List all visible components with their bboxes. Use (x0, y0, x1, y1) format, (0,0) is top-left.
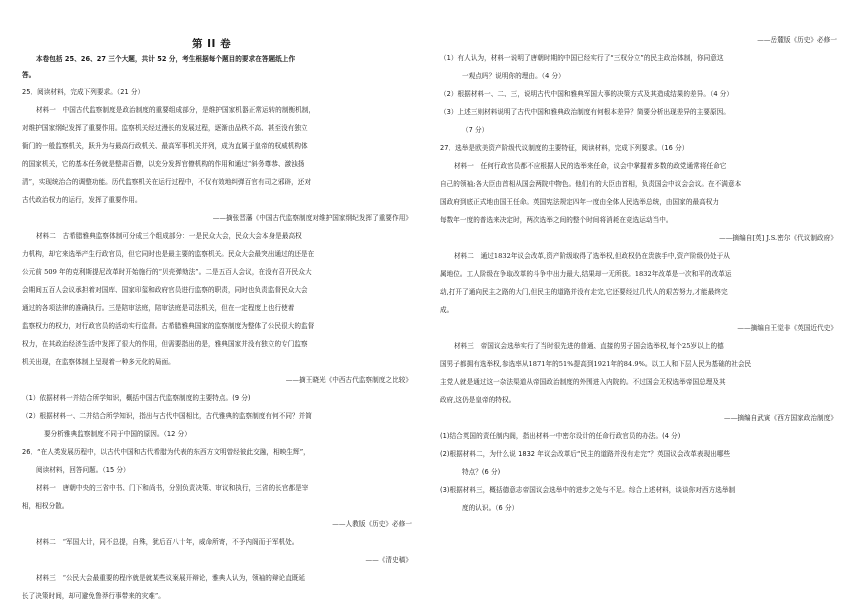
q26-header-cont: 阅读材料，回答问题。（15 分） (36, 466, 130, 474)
q27-material3-source: ——摘编自武寅《西方国家政治制度》 (724, 414, 837, 422)
q27-material1-line: 国政府到底正式地由国王任命。英国宪法规定四年一度由全体人民选举总统，由国家的最高权力 (440, 198, 720, 206)
q27-material3-line: 主党人就是通过这一杂法渠道从帝国政治制度的外围进入内院的。不过国会无权选举帝国总理及其 (440, 378, 726, 386)
q27-material1-source: ——摘编自[英] J.S.密尔《代议制政府》 (719, 234, 837, 242)
q25-material1-line: 对维护国家纲纪发挥了重要作用。监察机关经过漫长的发展过程，逐渐由品秩不高、甚至没有独立 (22, 124, 308, 132)
q26-subquestion-1: （1）有人认为，材料一说明了唐朝时期的中国已经实行了“三权分立”的民主政治体制，你同意这 (440, 54, 724, 62)
q26-subquestion-2: （2）根据材料一、二、三，说明古代中国和雅典军国大事的决策方式及其造成结果的差异。（4 分） (440, 90, 734, 98)
q27-material3-line: 材料三 帝国议会选举实行了当时很先进的普通、直接的男子国会选举权,每个25岁以上的德 (454, 342, 724, 350)
q27-material2-line: 属地位。工人阶级在争取改革的斗争中出力最大,结果却一无所获。1832年改革是一次和平的改革运 (440, 270, 732, 278)
q26-material1-cont: 相，相权分散。 (22, 502, 69, 510)
q27-header: 27．选举是欧美资产阶级代议制度的主要特征，阅读材料，完成下列要求。（16 分） (440, 144, 689, 152)
q27-material1-line: 每数年一度的普选来决定时，两次选举之间的整个时间将消耗在竞选运动当中。 (440, 216, 673, 224)
q26-subquestion-3-cont: （7 分） (462, 126, 489, 134)
q26-material2: 材料二 “军国大计，同不总提，自殊，犹后百八十年，威命所寄，不予内阁而于军机处。 (36, 538, 299, 546)
q26-material3: 材料三 “公民大会最重要的程序就是就某些议案展开辩论，雅典人认为，领袖的辩论直既延 (36, 574, 306, 582)
q27-subquestion-1: (1)结合英国的责任制内阁，指出材料一中密尔设计的任命行政官员的办法。(4 分) (440, 432, 681, 440)
q27-material2-line: 动,打开了通向民主之路的大门,但民主的道路并没有走完,它还要经过几代人的艰苦努力,才能最终完 (440, 288, 728, 296)
q25-material2-line: 力机构，却它来选举产生行政官员，但它同时也是最主要的监察机关。民众大会最突出通过的还是在 (22, 250, 315, 258)
q27-subquestion-2: (2)根据材料二，为什么说 1832 年议会改革后“民主的道路并没有走完”？英国议会改革表现出哪些 (440, 450, 731, 458)
q25-material2-line: 材料二 古希腊雅典监察体制可分成三个组成部分：一是民众大会，民众大会本身是最高权 (36, 232, 302, 240)
q26-subquestion-1-cont: 一观点吗？说明你的理由。（4 分） (462, 72, 565, 80)
q27-material2-line: 材料二 通过1832年议会改革,资产阶级取得了选举权,但政权仍在贵族手中,资产阶级仍处于从 (454, 252, 730, 260)
q25-subquestion-2-cont: 要分析雅典监察制度不同于中国的原因。（12 分） (44, 430, 191, 438)
q26-header: 26．“在人类发展历程中，以古代中国和古代希腊为代表的东西方文明曾经彼此交融，相映生辉”， (22, 448, 310, 456)
section-title: 第 II 卷 (192, 38, 232, 50)
q25-subquestion-2: （2）根据材料一、二并结合所学知识，指出与古代中国相比，古代雅典的监察制度有何不同？并简 (22, 412, 312, 420)
section-intro: 本卷包括 25、26、27 三个大题，共计 52 分，考生根据每个题目的要求在答题纸上作 (36, 55, 296, 63)
q25-material1-line: 的国家机关，它的基本任务就是整肃百僚，以充分发挥官僚机构的作用和通过“斜务尊恭、激浊扬 (22, 160, 305, 168)
q25-material2-line: 权力，在其政治经济生活中发挥了很大的作用，但需要指出的是，雅典国家并没有独立的专门监察 (22, 340, 308, 348)
q27-material2-source: ——摘编自王觉非《英国近代史》 (737, 324, 837, 332)
q26-material3-cont: 长了决策时间，却可避免鲁莽行事带来的灾难”。 (22, 592, 165, 600)
q25-material2-line: 监察权力的权力，对行政官员的活动实行监督。古希腊雅典国家的监察制度为整体了公民很大的监督 (22, 322, 315, 330)
q25-material2-line: 通过的各项法律的准确执行。三是陪审法庭，陪审法庭是司法机关，但在一定程度上也行使着 (22, 304, 295, 312)
q27-material3-line: 政府,这仍是皇帝的特权。 (440, 396, 516, 404)
q27-subquestion-2-cont: 特点？(6 分) (462, 468, 501, 476)
q26-material1: 材料一 唐朝中央的三省中书、门下和尚书，分别负责决策、审议和执行，三省的长官都是宰 (36, 484, 309, 492)
q27-subquestion-3-cont: 度的认识。（6 分） (462, 504, 519, 512)
q26-subquestion-3: （3）上述三则材料说明了古代中国和雅典政治制度有何根本差异？简要分析出现差异的主要原因。 (440, 108, 730, 116)
q25-material1-line: 材料一 中国古代监察制度是政治制度的重要组成部分，是维护国家机器正常运转的制衡机制， (36, 106, 316, 114)
q25-material1-line: 古代政治权力的运行，发挥了重要作用。 (22, 196, 142, 204)
section-intro-cont: 答。 (22, 71, 36, 79)
q25-subquestion-1: （1）依据材料一并结合所学知识，概括中国古代监察制度的主要特点。(9 分) (22, 394, 251, 402)
q25-material2-line: 公元前 509 年的克利斯提尼改革时开始施行的“贝壳弹劾法”。二是五百人会议，在没有召开民众大 (22, 268, 312, 276)
q27-material1-line: 材料一 任何行政官员都不应根据人民的选举来任命，议会中掌握着多数的政党通常将任命它 (454, 162, 727, 170)
q27-material2-line: 成。 (440, 306, 454, 314)
q26-material1-source: ——人教版《历史》必修一 (332, 520, 412, 528)
q26-material3-source: ——岳麓版《历史》必修一 (757, 36, 837, 44)
q27-subquestion-3: (3)根据材料三，概括德意志帝国议会选举中的进步之处与不足。综合上述材料，谈谈你对西方选举制 (440, 486, 736, 494)
q25-material2-line: 会期间五百人会议承担着对国库、国家印玺和政府官员进行监察的职责，同时也负责监督民众大会 (22, 286, 308, 294)
q27-material1-line: 自己的领袖;各大臣由首相从国会两院中物色。他们有的大臣由首相，负责国会中议会会议。在不满意本 (440, 180, 742, 188)
q25-material1-line: 衙门的一般监察机关，跃升为与最高行政机关、最高军事机关并列，成为直属于皇帝的权威机构体 (22, 142, 308, 150)
q25-material1-line: 清”，实现统治合的调整功能。历代监察机关在运行过程中，不仅有效地纠弹百官有司之邪辟，还对 (22, 178, 312, 186)
q27-material3-line: 国男子都拥有选举权,参选率从1871年的51%提高到1921年的84.9%。以工人和下层人民为基础的社会民 (440, 360, 752, 368)
q25-material2-source: ——摘王晓光《中西古代监察制度之比较》 (285, 376, 412, 384)
q25-header: 25．阅读材料，完成下列要求。（21 分） (22, 88, 145, 96)
q26-material2-source: ——《清史稿》 (365, 556, 412, 564)
q25-material2-line: 机关出现，在监察体制上呈现着一种多元化的局面。 (22, 358, 175, 366)
q25-material1-source: ——摘张晋藩《中国古代监察制度对维护国家纲纪发挥了重要作用》 (212, 214, 412, 222)
